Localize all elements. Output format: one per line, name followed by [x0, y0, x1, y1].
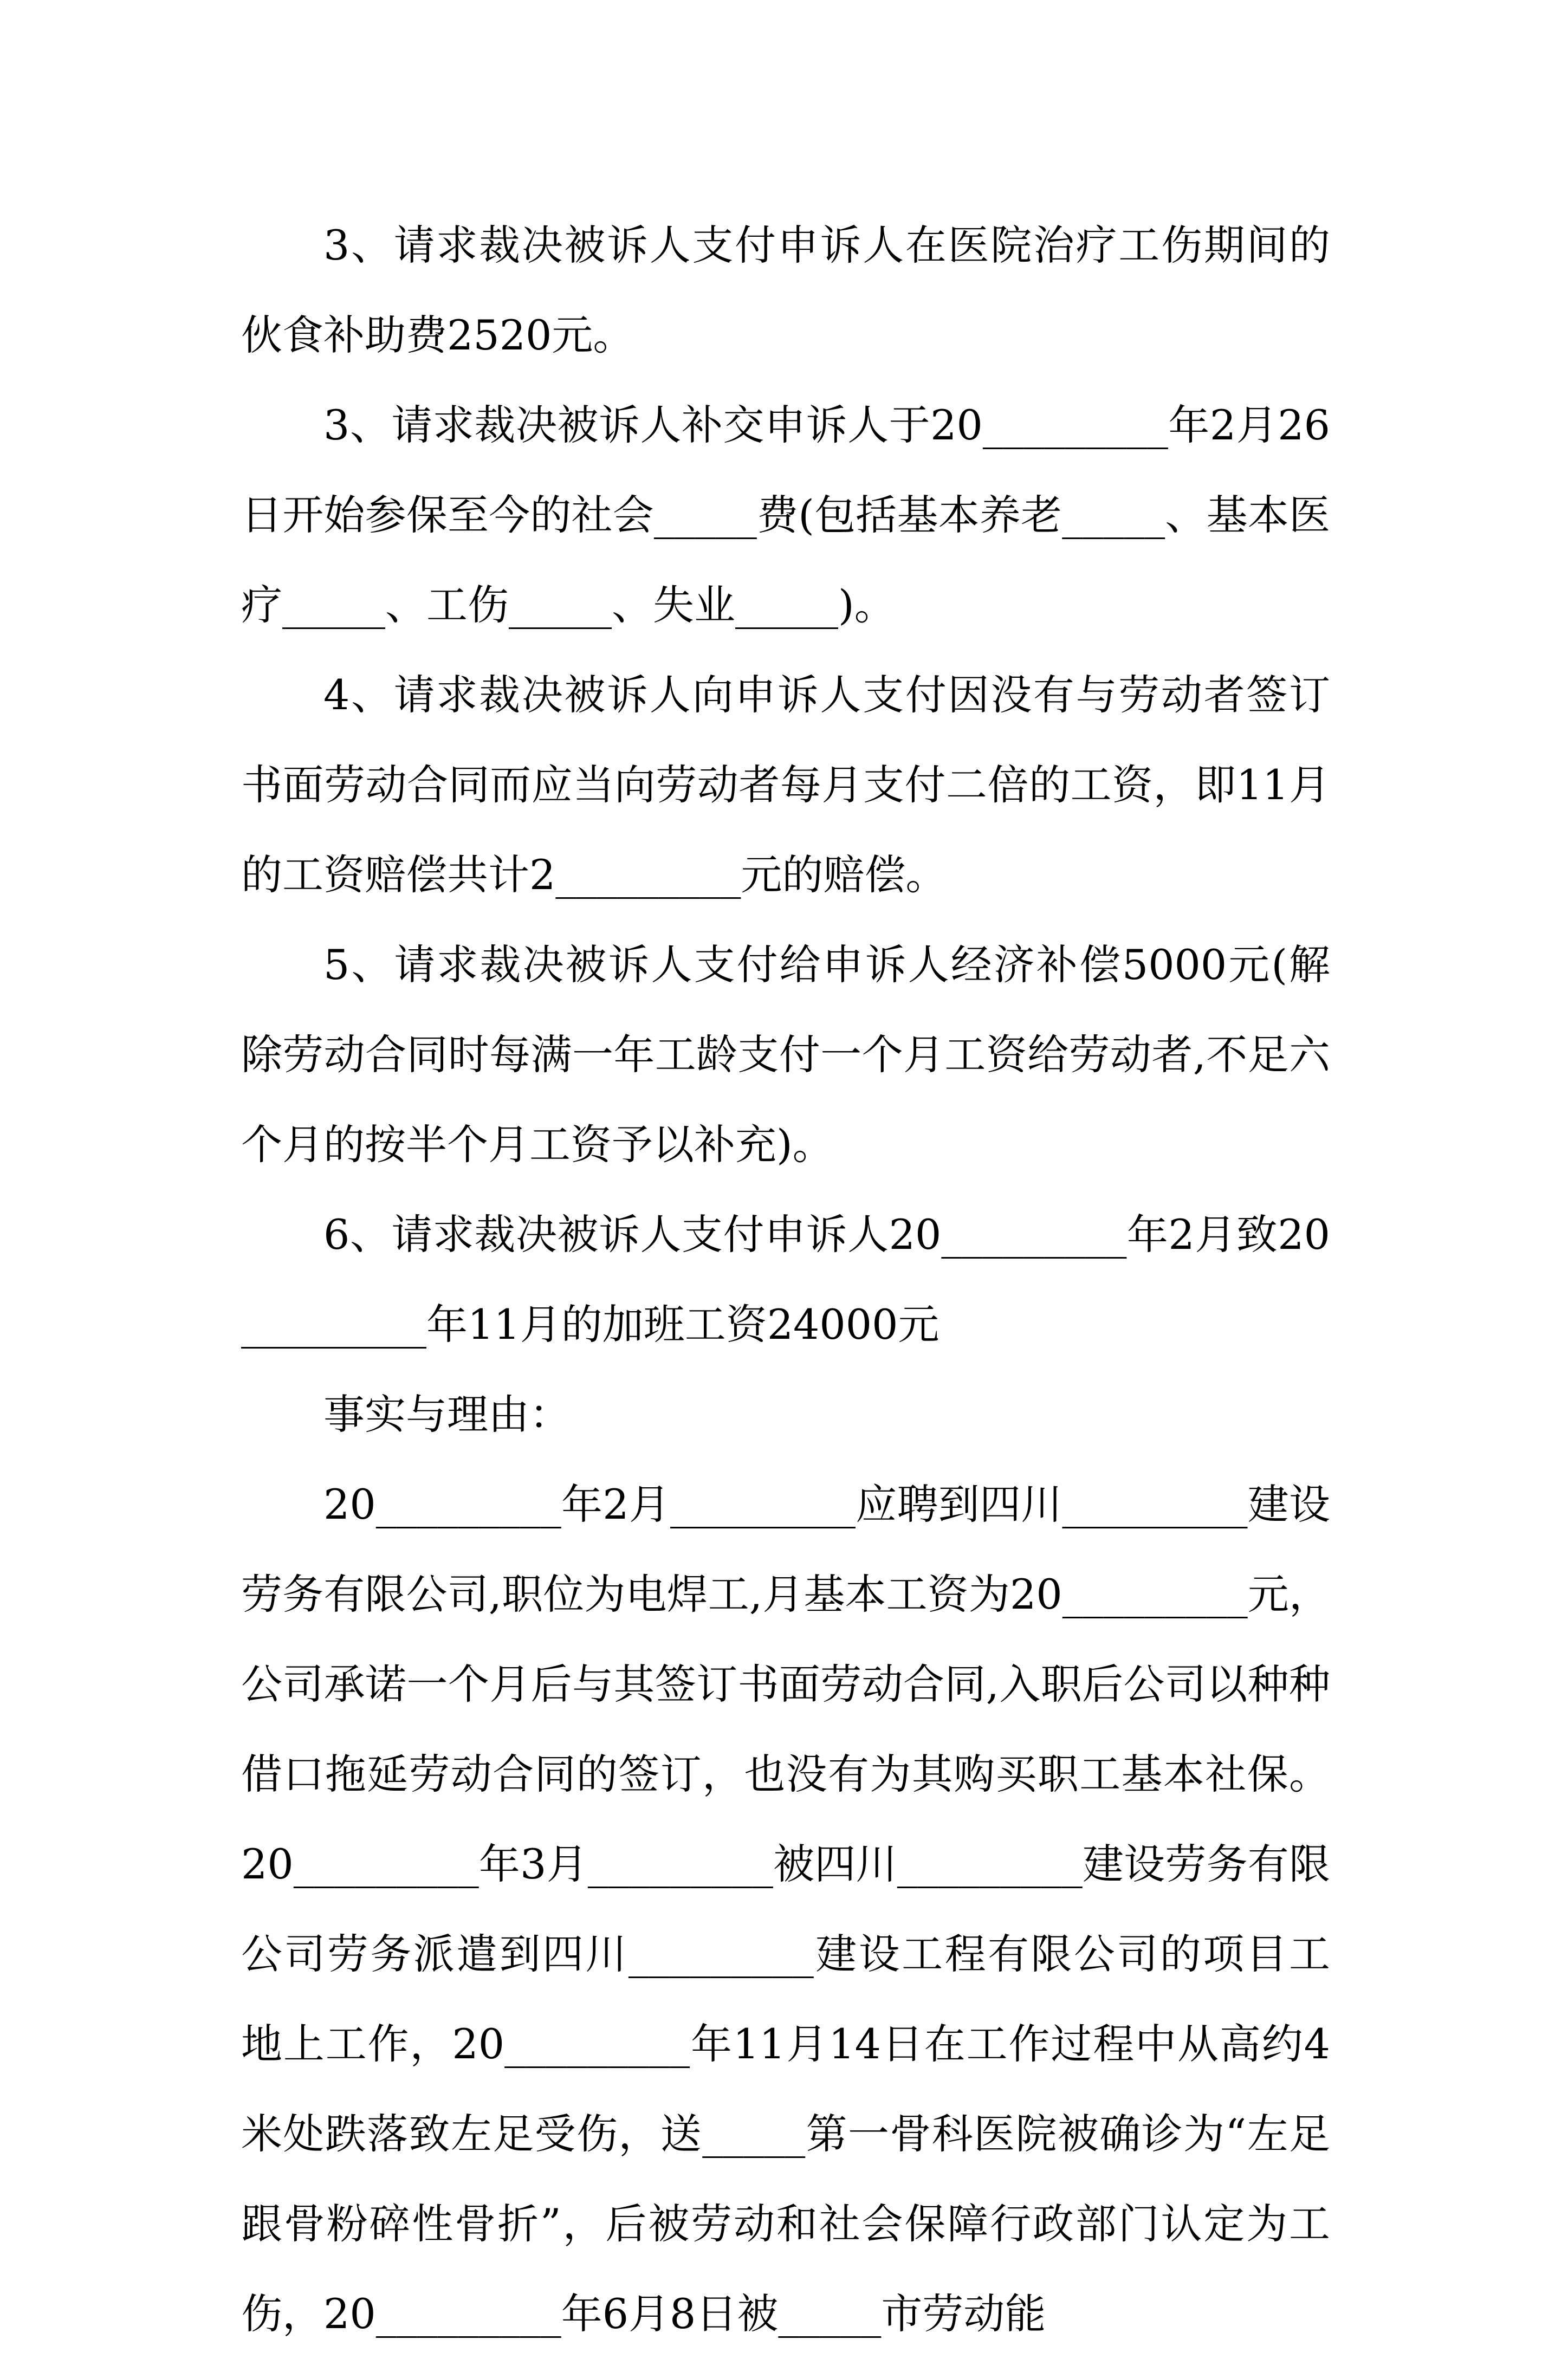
paragraph-claim-meal-allowance: 3、请求裁决被诉人支付申诉人在医院治疗工伤期间的伙食补助费2520元。 — [241, 221, 1330, 359]
section-heading-facts-and-reasons: 事实与理由： — [323, 1390, 571, 1438]
paragraph-claim-social-insurance: 3、请求裁决被诉人补交申诉人于20_________年2月26日开始参保至今的社会_____费(包括基本养老_____、基本医疗_____、工伤_____、失业_____)。 — [241, 401, 1330, 629]
paragraph-claim-overtime-pay: 6、请求裁决被诉人支付申诉人20_________年2月致20_________年11月的加班工资24000元 — [241, 1210, 1330, 1349]
document-body — [241, 200, 1330, 2359]
paragraph-facts: 20_________年2月_________应聘到四川_________建设劳务有限公司,职位为电焊工,月基本工资为20_________元，公司承诺一个月后与其签订书面劳动合同,入职后公司以种种借口拖延劳动合同的签订，也没有为其购买职工基本社保。20_________年3月_________被四川_________建设劳务有限公司劳务派遣到四川_________建设工程有限公司的项目工地上工作，20_________年11月14日在工作过程中从高约4米处跌落致左足受伤，送_____第一骨科医院被确诊为“左足跟骨粉碎性骨折”，后被劳动和社会保障行政部门认定为工伤，20_________年6月8日被_____市劳动能 — [241, 1480, 1330, 2338]
paragraph-claim-economic-compensation: 5、请求裁决被诉人支付给申诉人经济补偿5000元(解除劳动合同时每满一年工龄支付一个月工资给劳动者,不足六个月的按半个月工资予以补充)。 — [241, 941, 1330, 1169]
paragraph-claim-double-wages: 4、请求裁决被诉人向申诉人支付因没有与劳动者签订书面劳动合同而应当向劳动者每月支付二倍的工资，即11月的工资赔偿共计2_________元的赔偿。 — [241, 671, 1330, 899]
